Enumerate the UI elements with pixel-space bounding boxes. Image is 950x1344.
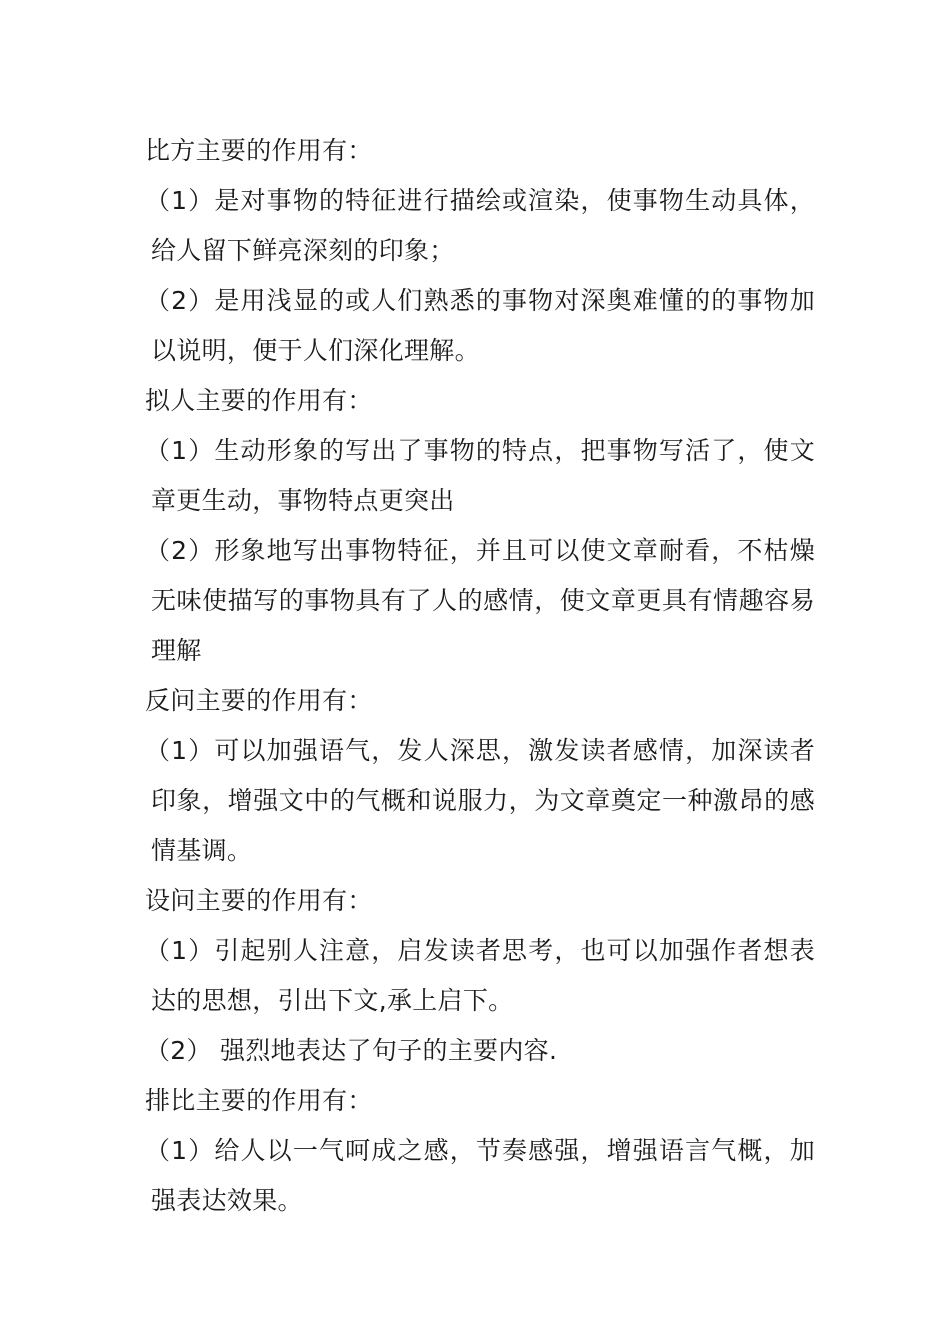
- section-heading: 比方主要的作用有：: [145, 136, 373, 165]
- section-heading: 排比主要的作用有：: [145, 1086, 373, 1115]
- section-parallelism: [145, 1076, 815, 1226]
- section-hypophora: [145, 876, 815, 1076]
- section-simile: [145, 126, 815, 376]
- list-item: （1）可以加强语气，发人深思，激发读者感情，加深读者印象，增强文中的气概和说服力，为文章奠定一种激昂的感情基调。: [145, 736, 815, 865]
- section-heading: 设问主要的作用有：: [145, 886, 373, 915]
- list-item: （1）是对事物的特征进行描绘或渲染，使事物生动具体，给人留下鲜亮深刻的印象；: [145, 186, 815, 265]
- section-heading: 反问主要的作用有：: [145, 686, 373, 715]
- list-item: （1）给人以一气呵成之感，节奏感强，增强语言气概，加强表达效果。: [145, 1136, 815, 1215]
- section-heading: 拟人主要的作用有：: [145, 386, 373, 415]
- list-item: （1）生动形象的写出了事物的特点，把事物写活了，使文章更生动，事物特点更突出: [145, 436, 815, 515]
- section-rhetorical-question: [145, 676, 815, 876]
- section-personification: [145, 376, 815, 676]
- list-item: （2） 强烈地表达了句子的主要内容.: [145, 1036, 558, 1065]
- document-body: [145, 126, 815, 1226]
- list-item: （1）引起别人注意，启发读者思考，也可以加强作者想表达的思想，引出下文,承上启下。: [145, 936, 815, 1015]
- list-item: （2）是用浅显的或人们熟悉的事物对深奥难懂的的事物加以说明，便于人们深化理解。: [145, 286, 815, 365]
- list-item: （2）形象地写出事物特征，并且可以使文章耐看，不枯燥无味使描写的事物具有了人的感情，使文章更具有情趣容易理解: [145, 536, 815, 665]
